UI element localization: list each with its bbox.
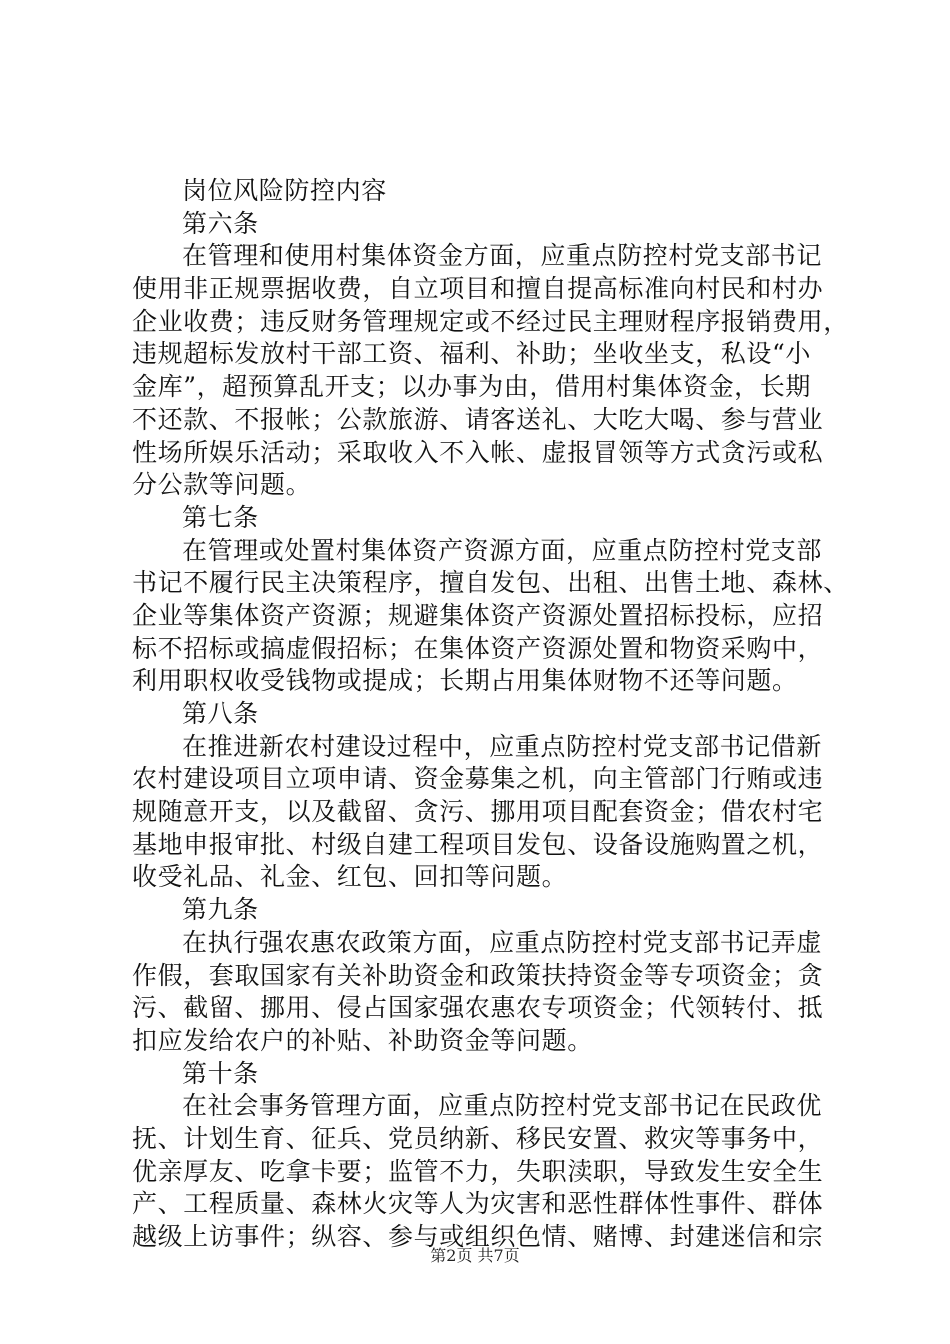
paragraph-line: 标不招标或搞虚假招标；在集体资产资源处置和物资采购中，: [132, 633, 824, 663]
article-heading: 第九条: [182, 895, 259, 925]
paragraph-line: 企业收费；违反财务管理规定或不经过民主理财程序报销费用，: [132, 306, 849, 336]
paragraph-line: 在管理或处置村集体资产资源方面，应重点防控村党支部: [182, 535, 823, 565]
article-heading: 第十条: [182, 1058, 259, 1088]
paragraph-line: 在管理和使用村集体资金方面，应重点防控村党支部书记: [182, 241, 823, 271]
paragraph-line: 抚、计划生育、征兵、党员纳新、移民安置、救灾等事务中，: [132, 1123, 824, 1153]
paragraph-line: 规随意开支，以及截留、贪污、挪用项目配套资金；借农村宅: [132, 797, 824, 827]
paragraph-line: 金库”，超预算乱开支；以办事为由，借用村集体资金，长期: [132, 372, 811, 402]
paragraph-line: 越级上访事件；纵容、参与或组织色情、赌博、封建迷信和宗: [132, 1222, 824, 1251]
paragraph-line: 性场所娱乐活动；采取收入不入帐、虚报冒领等方式贪污或私: [132, 437, 824, 467]
paragraph-line: 产、工程质量、森林火灾等人为灾害和恶性群体性事件、群体: [132, 1189, 824, 1219]
page-number-footer: 第2页 共7页: [430, 1246, 520, 1265]
paragraph-line: 优亲厚友、吃拿卡要；监管不力，失职渎职，导致发生安全生: [132, 1156, 824, 1186]
document-body: [132, 175, 849, 1254]
paragraph-line: 书记不履行民主决策程序，擅自发包、出租、出售土地、森林、: [132, 568, 849, 598]
paragraph-line: 在推进新农村建设过程中，应重点防控村党支部书记借新: [182, 731, 823, 761]
paragraph-line: 不还款、不报帐；公款旅游、请客送礼、大吃大喝、参与营业: [132, 404, 824, 434]
paragraph-line: 在执行强农惠农政策方面，应重点防控村党支部书记弄虚: [182, 927, 823, 957]
paragraph-line: 使用非正规票据收费，自立项目和擅自提高标准向村民和村办: [132, 274, 824, 304]
paragraph-line: 分公款等问题。: [132, 470, 312, 500]
paragraph-line: 违规超标发放村干部工资、福利、补助；坐收坐支，私设“小: [132, 339, 811, 369]
paragraph-line: 基地申报审批、村级自建工程项目发包、设备设施购置之机，: [132, 829, 824, 859]
paragraph-line: 扣应发给农户的补贴、补助资金等问题。: [132, 1025, 593, 1055]
paragraph-line: 作假，套取国家有关补助资金和政策扶持资金等专项资金；贪: [132, 960, 824, 990]
paragraph-line: 企业等集体资产资源；规避集体资产资源处置招标投标，应招: [132, 600, 824, 630]
article-heading: 第八条: [182, 699, 259, 728]
paragraph-line: 污、截留、挪用、侵占国家强农惠农专项资金；代领转付、抵: [132, 993, 824, 1023]
paragraph-line: 在社会事务管理方面，应重点防控村党支部书记在民政优: [182, 1091, 823, 1121]
article-heading: 第六条: [182, 208, 259, 238]
section-heading: 岗位风险防控内容: [182, 176, 387, 205]
paragraph-line: 收受礼品、礼金、红包、回扣等问题。: [132, 862, 568, 892]
paragraph-line: 农村建设项目立项申请、资金募集之机，向主管部门行贿或违: [132, 764, 824, 794]
article-heading: 第七条: [182, 502, 259, 532]
paragraph-line: 利用职权收受钱物或提成；长期占用集体财物不还等问题。: [132, 666, 798, 696]
